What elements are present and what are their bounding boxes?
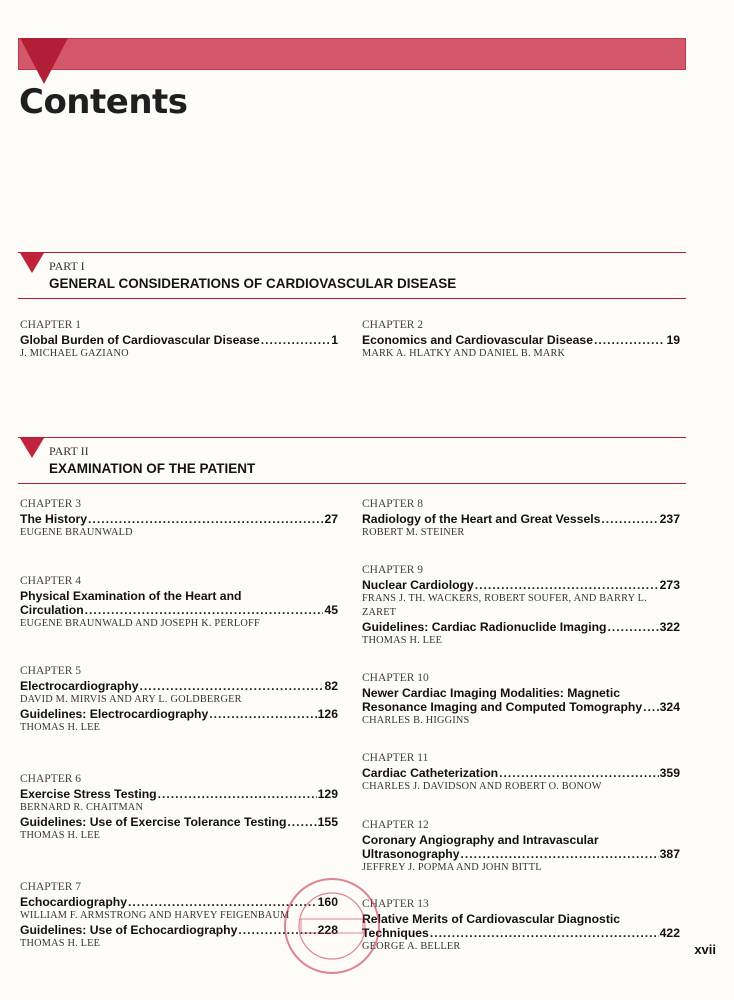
chapter-author: CHARLES J. DAVIDSON AND ROBERT O. BONOW [362,781,602,792]
toc-entry[interactable]: Exercise Stress Testing ..... 129 [20,787,338,801]
header-band [18,38,686,70]
page-title: Contents [19,82,188,122]
chapter-author: JEFFREY J. POPMA AND JOHN BITTL [362,862,542,873]
chapter-3 [20,497,338,540]
toc-entry-guidelines[interactable]: Guidelines: Cardiac Radionuclide Imaging ..... 322 [362,620,680,634]
chapter-11 [362,751,680,794]
header-triangle-icon [20,38,68,84]
toc-entry[interactable]: Relative Merits of Cardiovascular Diagnostic Techniques ..... 422 [362,912,680,940]
chapter-label: CHAPTER 9 [362,564,424,576]
toc-entry[interactable]: Cardiac Catheterization ..... 359 [362,766,680,780]
chapter-author: FRANS J. TH. WACKERS, ROBERT SOUFER, AND BARRY L. ZARET [362,593,647,618]
toc-entry-guidelines[interactable]: Guidelines: Electrocardiography ..... 126 [20,707,338,721]
chapter-label: CHAPTER 13 [362,898,429,910]
chapter-author: THOMAS H. LEE [20,938,101,949]
toc-entry[interactable]: Electrocardiography ..... 82 [20,679,338,693]
chapter-6 [20,772,338,843]
chapter-2 [362,318,680,361]
chapter-label: CHAPTER 6 [20,773,82,785]
chapter-label: CHAPTER 8 [362,498,424,510]
part-label: PART II [49,444,89,458]
toc-entry[interactable]: Coronary Angiography and Intravascular Ultrasonography ..... 387 [362,833,680,861]
chapter-author: ROBERT M. STEINER [362,527,465,538]
chapter-author: BERNARD R. CHAITMAN [20,802,144,813]
chapter-label: CHAPTER 11 [362,752,429,764]
chapter-12 [362,818,680,875]
chapter-author: EUGENE BRAUNWALD [20,527,133,538]
part-marker-icon [20,253,44,273]
chapter-13 [362,897,680,954]
toc-entry[interactable]: Echocardiography ..... 160 [20,895,338,909]
chapter-label: CHAPTER 1 [20,319,82,331]
chapter-label: CHAPTER 7 [20,881,82,893]
toc-entry-guidelines[interactable]: Guidelines: Use of Echocardiography ..... 228 [20,923,338,937]
part-header-1 [18,252,686,291]
page-number: xvii [694,942,716,957]
toc-entry[interactable]: The History ..... 27 [20,512,338,526]
chapter-label: CHAPTER 5 [20,665,82,677]
chapter-author: J. MICHAEL GAZIANO [20,348,129,359]
chapter-8 [362,497,680,540]
chapter-author: THOMAS H. LEE [20,722,101,733]
toc-entry[interactable]: Newer Cardiac Imaging Modalities: Magnetic Resonance Imaging and Computed Tomography ..... 324 [362,686,680,714]
toc-entry[interactable]: Physical Examination of the Heart and Circulation ..... 45 [20,589,338,617]
chapter-label: CHAPTER 12 [362,819,429,831]
chapter-4 [20,574,338,631]
toc-entry[interactable]: Radiology of the Heart and Great Vessels ..... 237 [362,512,680,526]
chapter-5 [20,664,338,735]
toc-entry-guidelines[interactable]: Guidelines: Use of Exercise Tolerance Testing ..... 155 [20,815,338,829]
part-marker-icon [20,438,44,458]
chapter-author: GEORGE A. BELLER [362,941,461,952]
part-header-2 [18,437,686,476]
chapter-label: CHAPTER 2 [362,319,424,331]
chapter-10 [362,671,680,728]
toc-entry[interactable]: Global Burden of Cardiovascular Disease ..... 1 [20,333,338,347]
chapter-author: CHARLES B. HIGGINS [362,715,470,726]
chapter-author: THOMAS H. LEE [20,830,101,841]
chapter-label: CHAPTER 3 [20,498,82,510]
chapter-author: WILLIAM F. ARMSTRONG AND HARVEY FEIGENBAUM [20,910,290,921]
chapter-author: DAVID M. MIRVIS AND ARY L. GOLDBERGER [20,694,242,705]
toc-entry[interactable]: Nuclear Cardiology ..... 273 [362,578,680,592]
part-title: GENERAL CONSIDERATIONS OF CARDIOVASCULAR DISEASE [49,276,457,291]
chapter-author: MARK A. HLATKY AND DANIEL B. MARK [362,348,566,359]
toc-entry[interactable]: Economics and Cardiovascular Disease ..... 19 [362,333,680,347]
chapter-7 [20,880,338,951]
chapter-author: THOMAS H. LEE [362,635,443,646]
part-title: EXAMINATION OF THE PATIENT [49,461,256,476]
chapter-label: CHAPTER 4 [20,575,82,587]
chapter-1 [20,318,338,361]
chapter-9 [362,563,680,648]
part-label: PART I [49,259,85,273]
chapter-author: EUGENE BRAUNWALD AND JOSEPH K. PERLOFF [20,618,260,629]
chapter-label: CHAPTER 10 [362,672,429,684]
